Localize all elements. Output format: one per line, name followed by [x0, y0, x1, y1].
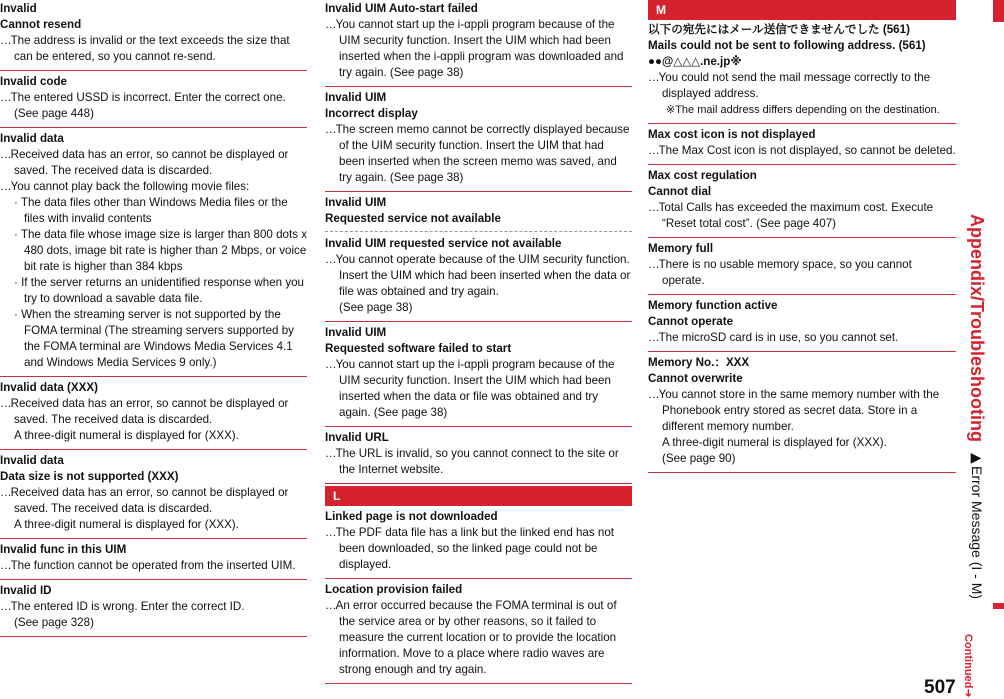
message-description — [325, 598, 632, 678]
ellipsis-marker: … — [325, 599, 336, 612]
message-description — [0, 396, 307, 428]
ellipsis-marker: … — [648, 144, 659, 157]
message-description — [325, 446, 632, 478]
message-entry — [325, 194, 632, 322]
side-band — [993, 0, 1004, 697]
message-title: Max cost icon is not displayed — [648, 128, 816, 141]
message-entry — [0, 541, 307, 580]
description-text: The URL is invalid, so you cannot connect to the site or the Internet website. — [335, 447, 619, 476]
message-description — [648, 200, 956, 232]
description-text: Received data has an error, so cannot be displayed or saved. The received data is discarded. — [10, 397, 289, 426]
message-title: ●●@△△△.ne.jp※ — [648, 55, 742, 68]
ellipsis-marker: … — [0, 34, 11, 47]
description-text: The Max Cost icon is not displayed, so cannot be deleted. — [658, 144, 956, 157]
side-tab-marker-lower — [993, 603, 1004, 609]
message-title: Linked page is not downloaded — [325, 510, 498, 523]
message-description — [325, 17, 632, 81]
message-description — [648, 387, 956, 435]
message-title: Invalid UIM Auto-start failed — [325, 2, 478, 15]
message-title: Cannot overwrite — [648, 372, 743, 385]
message-description — [0, 147, 307, 179]
message-entry — [648, 297, 956, 352]
message-title: Memory full — [648, 242, 714, 255]
message-entry — [325, 0, 632, 87]
message-description — [0, 33, 307, 65]
description-text: The entered USSD is incorrect. Enter the correct one. (See page 448) — [10, 91, 286, 120]
description-bullet: · When the streaming server is not supported by the FOMA terminal (The streaming servers supported by the FOMA terminal are Windows Media Services 4.1 and Windows Media Services 9 only.) — [14, 308, 294, 369]
message-title: Invalid UIM — [325, 91, 387, 104]
message-entry — [325, 324, 632, 427]
ellipsis-marker: … — [0, 91, 11, 104]
message-title: Memory function active — [648, 299, 778, 312]
ellipsis-marker: … — [648, 258, 659, 271]
column-3 — [648, 0, 956, 475]
description-text: (See page 38) — [339, 301, 413, 314]
description-text: Total Calls has exceeded the maximum cost. Execute “Reset total cost”. (See page 407) — [658, 201, 934, 230]
description-text: The address is invalid or the text exceeds the size that can be entered, so you cannot re-send. — [10, 34, 290, 63]
message-entry — [0, 0, 307, 71]
ellipsis-marker: … — [648, 331, 659, 344]
message-entry — [648, 167, 956, 238]
message-entry — [325, 581, 632, 684]
message-title: Invalid — [0, 2, 37, 15]
message-description — [648, 330, 956, 346]
ellipsis-marker: … — [325, 447, 336, 460]
ellipsis-marker: … — [0, 180, 11, 193]
ellipsis-marker: … — [648, 201, 659, 214]
message-title: Invalid data — [0, 454, 64, 467]
dashed-divider — [325, 231, 632, 232]
description-text: The microSD card is in use, so you cannot set. — [658, 331, 899, 344]
message-description — [325, 525, 632, 573]
message-title: Invalid UIM requested service not available — [325, 237, 562, 250]
description-text: The PDF data file has a link but the linked end has not been downloaded, so the linked page could not be displayed. — [335, 526, 615, 571]
description-text: A three-digit numeral is displayed for (XXX). — [662, 436, 887, 449]
message-title: Invalid func in this UIM — [0, 543, 127, 556]
column-1 — [0, 0, 307, 639]
message-entry — [0, 582, 307, 637]
description-text: You cannot store in the same memory number with the Phonebook entry stored as secret data. Store in a different memory number. — [658, 388, 940, 433]
description-text: A three-digit numeral is displayed for (XXX). — [14, 429, 239, 442]
message-entry — [325, 508, 632, 579]
ellipsis-marker: … — [325, 18, 336, 31]
message-entry — [325, 429, 632, 484]
ellipsis-marker: … — [648, 388, 659, 401]
message-title: Location provision failed — [325, 583, 463, 596]
description-text: (See page 328) — [14, 616, 94, 629]
message-title: Memory No.：XXX — [648, 356, 750, 369]
section-header-l: L — [325, 486, 632, 506]
message-entry — [0, 73, 307, 128]
message-entry — [648, 126, 956, 165]
ellipsis-marker: … — [325, 253, 336, 266]
description-bullet: · The data files other than Windows Media files or the files with invalid contents — [14, 196, 288, 225]
description-text: An error occurred because the FOMA terminal is out of the service area or by other reasons, so it failed to measure the current location or to provide the location information. Move to a place where radio waves are strong enough and try again. — [335, 599, 617, 676]
description-text: Received data has an error, so cannot be displayed or saved. The received data is discarded. — [10, 486, 289, 515]
ellipsis-marker: … — [325, 358, 336, 371]
section-header-m: M — [648, 0, 956, 20]
ellipsis-marker: … — [648, 71, 659, 84]
ellipsis-marker: … — [325, 123, 336, 136]
message-description — [648, 257, 956, 289]
message-title: Mails could not be sent to following address. (561) — [648, 39, 926, 52]
section-title-vertical: Appendix/Troubleshooting — [967, 214, 987, 442]
message-description — [0, 599, 307, 615]
message-title: Max cost regulation — [648, 169, 757, 182]
page-number: 507 — [924, 677, 956, 698]
message-entry — [0, 379, 307, 450]
description-text: There is no usable memory space, so you cannot operate. — [658, 258, 912, 287]
message-entry — [0, 130, 307, 377]
message-title: Requested service not available — [325, 212, 501, 225]
ellipsis-marker: … — [0, 486, 11, 499]
description-text: You cannot start up the i-αppli program because of the UIM security function. Insert the UIM which had been inserted when the i-αppli program was downloaded and try again. (See page 38) — [335, 18, 624, 79]
continued-label: Continued➜ — [962, 634, 974, 698]
message-entry — [648, 240, 956, 295]
description-text: You could not send the mail message correctly to the displayed address. — [658, 71, 931, 100]
message-title: Cannot resend — [0, 18, 82, 31]
message-title: Incorrect display — [325, 107, 418, 120]
message-description — [325, 357, 632, 421]
message-title: Cannot operate — [648, 315, 734, 328]
ellipsis-marker: … — [0, 600, 11, 613]
message-description — [0, 179, 307, 195]
message-entry — [325, 89, 632, 192]
section-subtitle-vertical: ▶Error Message (I - M) — [969, 450, 985, 600]
message-entry — [648, 21, 956, 124]
message-description — [325, 122, 632, 186]
column-2 — [325, 0, 632, 686]
ellipsis-marker: … — [0, 397, 11, 410]
message-description — [0, 90, 307, 122]
description-bullet: · If the server returns an unidentified response when you try to download a savable data file. — [14, 276, 305, 305]
message-entry — [648, 354, 956, 473]
message-title: Invalid data — [0, 132, 64, 145]
message-title: Invalid UIM — [325, 326, 387, 339]
description-text: You cannot play back the following movie files: — [10, 180, 250, 193]
ellipsis-marker: … — [325, 526, 336, 539]
description-text: You cannot operate because of the UIM security function. Insert the UIM which had been inserted when the data or file was obtained and try again. — [335, 253, 631, 298]
message-title: Invalid code — [0, 75, 68, 88]
message-description — [0, 485, 307, 517]
message-title: Requested software failed to start — [325, 342, 512, 355]
description-text: A three-digit numeral is displayed for (XXX). — [14, 518, 239, 531]
message-title: Cannot dial — [648, 185, 712, 198]
message-description — [0, 558, 307, 574]
ellipsis-marker: … — [0, 148, 11, 161]
message-description — [648, 70, 956, 102]
ellipsis-marker: … — [0, 559, 11, 572]
message-title: Data size is not supported (XXX) — [0, 470, 179, 483]
description-text: The function cannot be operated from the inserted UIM. — [10, 559, 296, 572]
message-title: Invalid UIM — [325, 196, 387, 209]
description-text: (See page 90) — [662, 452, 736, 465]
description-text: You cannot start up the i-αppli program because of the UIM security function. Insert the UIM which had been inserted when the data or file was obtained and try again. (See page 38) — [335, 358, 615, 419]
message-entry — [0, 452, 307, 539]
description-text: The screen memo cannot be correctly displayed because of the UIM security function. Insert the UIM that had been inserted when the screen memo was saved, and try again. (See page 38) — [335, 123, 630, 184]
side-tab-marker — [993, 0, 1004, 22]
description-text: The entered ID is wrong. Enter the correct ID. — [10, 600, 245, 613]
message-description — [648, 143, 956, 159]
message-title: 以下の宛先にはメール送信できませんでした (561) — [648, 23, 910, 36]
description-note: ※The mail address differs depending on the destination. — [666, 104, 940, 116]
message-title: Invalid ID — [0, 584, 52, 597]
description-text: Received data has an error, so cannot be displayed or saved. The received data is discarded. — [10, 148, 289, 177]
message-description — [325, 252, 632, 300]
message-title: Invalid URL — [325, 431, 389, 444]
message-title: Invalid data (XXX) — [0, 381, 98, 394]
description-bullet: · The data file whose image size is larger than 800 dots x 480 dots, image bit rate is higher than 2 Mbps, or voice bit rate is higher than 384 kbps — [14, 228, 308, 273]
